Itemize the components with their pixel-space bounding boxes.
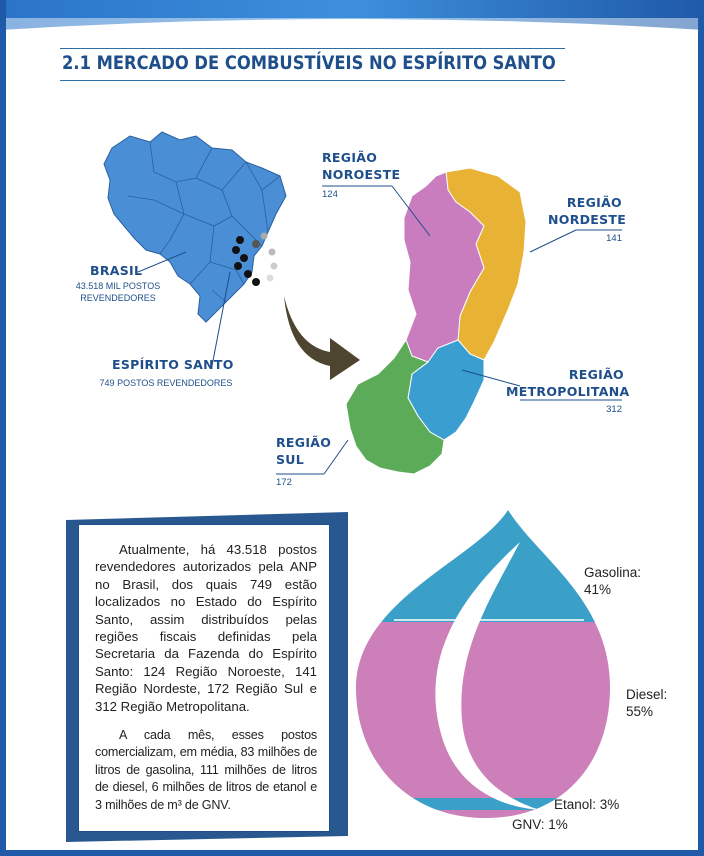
nordeste-count: 141 [606, 233, 622, 244]
legend-gasolina-name: Gasolina: [584, 565, 642, 580]
brasil-line2: REVENDEDORES [80, 293, 156, 303]
region-nordeste-label [548, 194, 627, 228]
metropolitana-count: 312 [606, 404, 622, 415]
legend-etanol-name: Etanol: [554, 797, 597, 812]
noroeste-line2: NOROESTE [322, 167, 401, 182]
metropolitana-line2: METROPOLITANA [506, 384, 630, 399]
legend-diesel-name: Diesel: [626, 687, 668, 702]
diesel-band [340, 622, 630, 798]
legend-gnv-value: 1% [548, 817, 568, 832]
nordeste-line1: REGIÃO [566, 195, 622, 210]
legend-gasolina-value: 41% [584, 582, 612, 597]
legend-gnv-name: GNV: [512, 817, 545, 832]
metropolitana-line1: REGIÃO [568, 367, 624, 382]
noroeste-count: 124 [322, 189, 338, 200]
brazil-map [104, 132, 286, 366]
legend-gasolina [584, 564, 641, 598]
region-metropolitana-label [506, 366, 630, 400]
sul-line1: REGIÃO [276, 435, 332, 450]
sul-line2: SUL [276, 452, 305, 467]
brasil-count [68, 280, 168, 304]
summary-paragraph-2: A cada mês, esses postos comercializam, em média, 83 milhões de litros de gasolina, 111 milhões de litros de diesel, 6 milhões de litros de etanol e 3 milhões de m³ de GNV. [95, 728, 317, 812]
region-noroeste-label [322, 149, 400, 183]
legend-etanol-value: 3% [599, 797, 620, 812]
nordeste-line2: NORDESTE [548, 212, 627, 227]
espirito-santo-count: 749 POSTOS REVENDEDORES [99, 378, 233, 388]
brasil-line1: 43.518 MIL POSTOS [75, 281, 161, 291]
page-title: 2.1 MERCADO DE COMBUSTÍVEIS NO ESPÍRITO SANTO [62, 52, 556, 74]
es-map [346, 168, 526, 474]
legend-gnv [512, 816, 568, 833]
summary-textbox [78, 524, 330, 832]
legend-etanol [554, 796, 619, 813]
summary-paragraph-1: Atualmente, há 43.518 postos revendedores autorizados pela ANP no Brasil, dos quais 749 estão localizados no Estado do Espírito Santo, assim distribuídos pelas regiões fiscais definidas pela Secretaria da Fazenda do Espírito Santo: 124 Região Noroeste, 141 Região Nordeste, 172 Região Sul e 312 Região Metropolitana. [95, 542, 317, 714]
region-sul-label [276, 434, 331, 468]
fuel-drop-chart [340, 500, 630, 820]
legend-diesel-value: 55% [626, 704, 654, 719]
noroeste-line1: REGIÃO [322, 150, 378, 165]
legend-diesel [626, 686, 667, 720]
sul-count: 172 [276, 477, 292, 488]
brasil-label: BRASIL [90, 263, 143, 278]
espirito-santo-label: ESPÍRITO SANTO [112, 357, 234, 372]
arrow-icon [284, 296, 360, 380]
